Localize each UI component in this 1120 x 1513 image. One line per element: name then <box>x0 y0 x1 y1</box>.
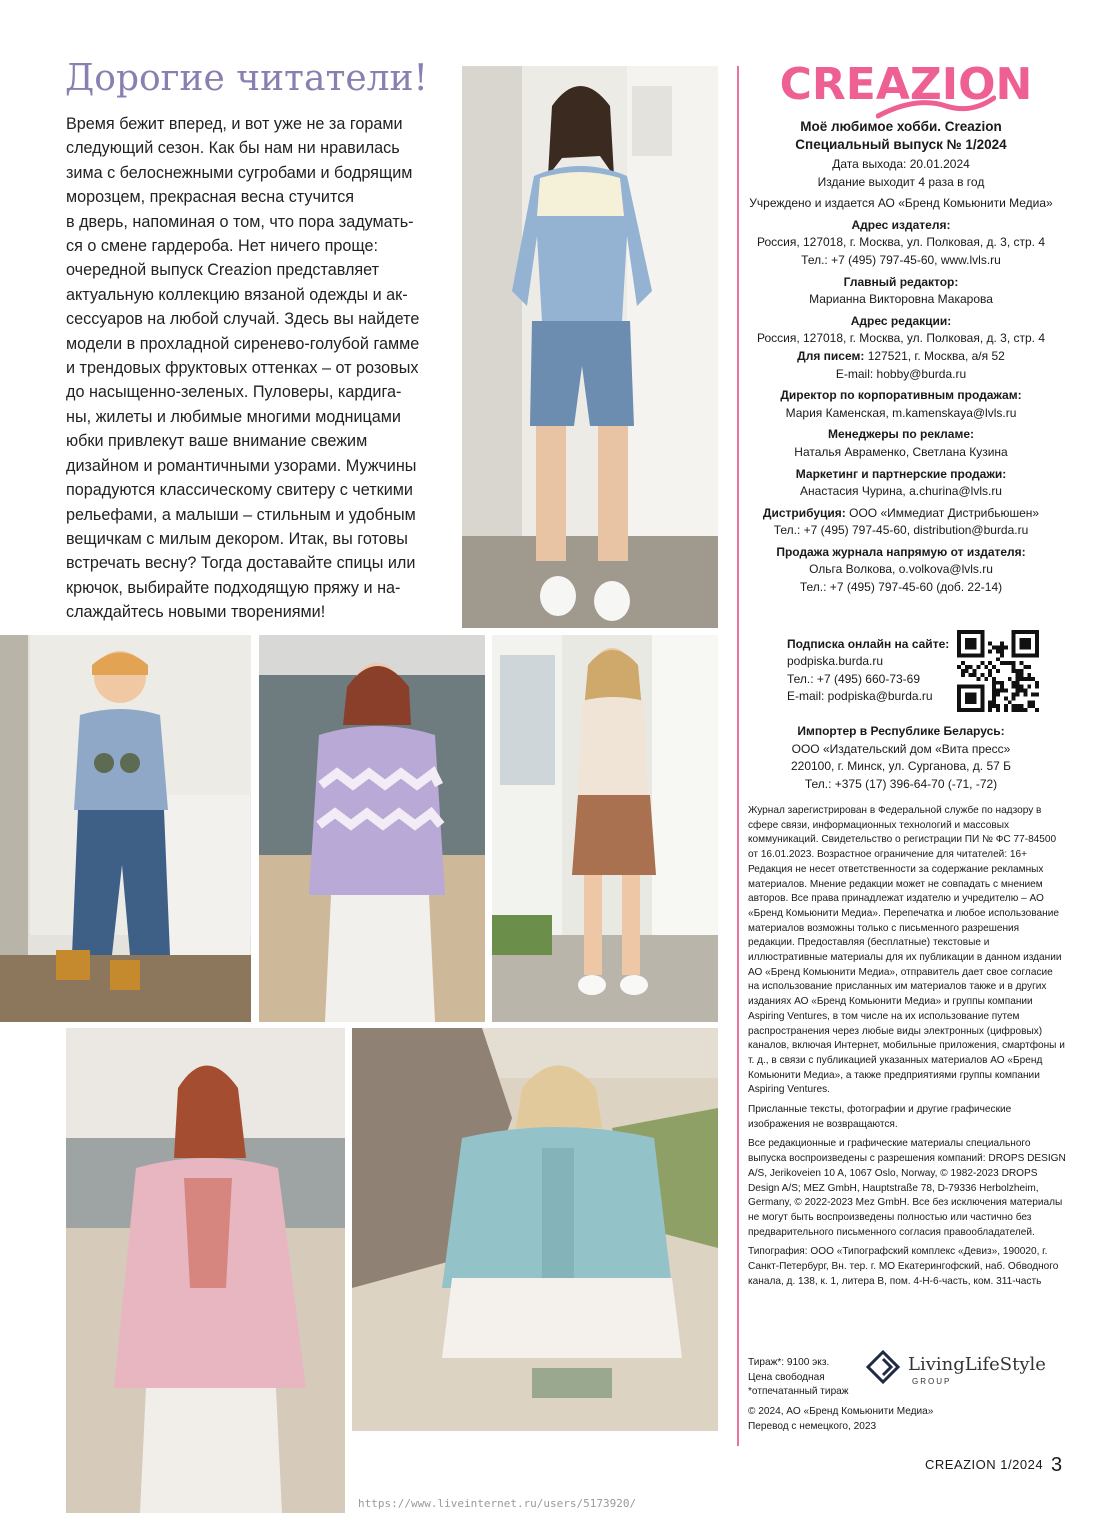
intro-line: встречать весну? Тогда доставайте спицы или <box>66 554 416 573</box>
photo-brown-skirt <box>492 635 718 1022</box>
print-run-note: *отпечатанный тираж <box>748 1386 849 1398</box>
imprint-issue: Специальный выпуск № 1/2024 <box>795 136 1007 152</box>
print-run-count: Тираж*: 9100 экз. <box>748 1357 830 1368</box>
legal-paragraph: Все редакционные и графические материалы специального выпуска воспроизведены с разрешения компаний: DROPS DESIGN A/S, Jerikoveien 10 A, 1067 Oslo, Norway, © 1982-2023 DROPS Design A/S; MEZ GmbH, Hauptstraße 78, D-79336 Herbolzheim, Germany, © 2022-2023 Mez GmbH. Все без исключения материалы не могут быть воспроизведены полностью или частично без предварительного письменного согласия правообладателей. <box>748 1138 1066 1238</box>
marketing-label: Маркетинг и партнерские продажи: <box>795 466 1007 481</box>
editor-label: Главный редактор: <box>843 274 959 289</box>
copyright-block <box>748 1405 1068 1434</box>
intro-line: Время бежит вперед, и вот уже не за горами <box>66 115 403 133</box>
letters-address: 127521, г. Москва, а/я 52 <box>864 348 1005 363</box>
intro-line: рельефами, а малыши – стильным и удобным <box>66 505 416 524</box>
intro-line: слаждайтесь новыми творениями! <box>66 603 326 622</box>
office-email: E-mail: hobby@burda.ru <box>835 366 967 381</box>
importer-phone: Тел.: +375 (17) 396-64-70 (-71, -72) <box>804 776 998 791</box>
copyright-line: © 2024, АО «Бренд Комьюнити Медиа» <box>748 1406 934 1417</box>
subscription-label: Подписка онлайн на сайте: <box>787 637 950 651</box>
intro-line: модели в прохладной сиренево-голубой гамме <box>66 334 420 353</box>
intro-text <box>66 112 450 625</box>
intro-line: следующий сезон. Как бы нам ни нравилась <box>66 139 400 158</box>
intro-line: вещичкам с милым декором. Итак, вы готовы <box>66 529 408 548</box>
translation-line: Перевод с немецкого, 2023 <box>748 1420 877 1432</box>
distribution-line <box>745 505 1057 523</box>
intro-line: сессуаров на любой случай. Здесь вы найдете <box>66 310 420 329</box>
subscription-phone: Тел.: +7 (495) 660-73-69 <box>787 671 921 686</box>
distribution-phone: Тел.: +7 (495) 797-45-60, distribution@burda.ru <box>773 523 1029 538</box>
page-folio <box>925 1452 1063 1475</box>
publisher-phone: Тел.: +7 (495) 797-45-60, www.lvls.ru <box>801 252 1001 267</box>
livinglifestyle-group: GROUP <box>912 1377 952 1386</box>
release-date: Дата выхода: 20.01.2024 <box>832 157 970 171</box>
intro-line: морозцем, прекрасная весна стучится <box>66 188 355 207</box>
livinglifestyle-mark-icon <box>866 1350 900 1384</box>
photo-blue-sweater <box>462 66 718 628</box>
intro-line: зима с белоснежными сугробами и бодрящим <box>66 163 413 182</box>
photo-mint-sweater <box>352 1028 718 1431</box>
distribution-name: ООО «Иммедиат Дистрибьюшен» <box>845 505 1040 520</box>
importer-block <box>745 723 1057 793</box>
legal-paragraph: Журнал зарегистрирован в Федеральной службе по надзору в сфере связи, информационных технологий и массовых коммуникаций. Свидетельство о регистрации ПИ № ФС 77-84500 от 16.01.2023. Возрастное ограничение для читателей: 16+ Редакция не несет ответственности за содержание рекламных материалов. Мнение редакции может не совпадать с мнением авторов. Все права принадлежат издателю и учредителю – АО «Бренд Комьюнити Медиа». Перепечатка и любое использование материалов возможны только с письменного разрешения редакции. Предоставляя (бесплатные) текстовые и иллюстративные материалы для их публикации в данном издании АО «Бренд Комьюнити Медиа», отправитель дает свое согласие на использование присланных им материалов также и в других изданиях АО «Бренд Комьюнити Медиа» и группы компании Aspiring Ventures, в том числе на их использование путем распространения через любые виды электронных (цифровых) каналов, включая Интернет, мобильные приложения, смартфоны и т. д., в связи с публикацией указанных материалов АО «Бренд Комьюнити Медиа», а также предприятиями группы компании Aspiring Ventures. <box>748 805 1065 1096</box>
intro-line: юбки привлекут ваше внимание свежим <box>66 432 368 451</box>
publisher-label: Адрес издателя: <box>851 217 951 232</box>
founder: Учреждено и издается АО «Бренд Комьюнити Медиа» <box>749 196 1053 211</box>
logo-swoosh <box>876 92 996 120</box>
photo-boy-vest <box>0 635 251 1022</box>
office-label: Адрес редакции: <box>850 313 952 328</box>
office-address: Россия, 127018, г. Москва, ул. Полковая, д. 3, стр. 4 <box>756 331 1046 346</box>
price-note: Цена свободная <box>748 1371 825 1383</box>
letters-label: Для писем: <box>797 348 865 363</box>
imprint-title: Моё любимое хобби. Creazion <box>800 119 1002 134</box>
intro-line: очередной выпуск Creazion представляет <box>66 261 380 280</box>
subscription-email[interactable]: E-mail: podpiska@burda.ru <box>787 689 933 704</box>
photo-pink-cardigan <box>66 1028 345 1513</box>
intro-line: актуальную коллекцию вязаной одежды и ак- <box>66 285 408 304</box>
importer-address: 220100, г. Минск, ул. Сурганова, д. 57 Б <box>790 759 1012 774</box>
intro-line: дизайном и романтичными узорами. Мужчины <box>66 456 417 475</box>
print-run <box>748 1356 878 1400</box>
ads-label: Менеджеры по рекламе: <box>827 427 975 442</box>
intro-line: в дверь, напоминая о том, что пора задумать- <box>66 212 414 231</box>
legal-paragraph: Типография: ООО «Типографский комплекс «Девиз», 190020, г. Санкт-Петербург, Вн. тер. г. МО Екатерингофский, наб. Обводного канала, д. 138, к. 1, литера В, пом. 4-Н-6-часть, ком. 311-часть <box>748 1246 1059 1287</box>
legal-notes <box>748 804 1066 1295</box>
photo-lilac-sweater <box>259 635 485 1022</box>
source-watermark[interactable]: https://www.liveinternet.ru/users/5173920/ <box>358 1497 637 1510</box>
frequency: Издание выходит 4 раза в год <box>817 174 985 189</box>
page-number: 3 <box>1051 1454 1063 1476</box>
creazion-logo: CREAZION <box>779 59 1033 110</box>
livinglifestyle-logo <box>866 1350 1056 1390</box>
intro-line: до насыщенно-зеленых. Пуловеры, кардига- <box>66 383 402 402</box>
qr-code[interactable] <box>957 630 1039 712</box>
marketing-name: Анастасия Чурина, a.churina@lvls.ru <box>800 484 1002 499</box>
letters-line <box>745 348 1057 366</box>
direct-sales-phone: Тел.: +7 (495) 797-45-60 (доб. 22-14) <box>799 580 1003 595</box>
intro-line: ся о смене гардероба. Нет ничего проще: <box>66 237 378 256</box>
direct-sales-label: Продажа журнала напрямую от издателя: <box>776 544 1026 559</box>
importer-name: ООО «Издательский дом «Вита пресс» <box>791 741 1011 756</box>
imprint-block <box>745 118 1057 597</box>
corp-sales-label: Директор по корпоративным продажам: <box>780 388 1022 403</box>
intro-line: крючок, выбирайте подходящую пряжу и на- <box>66 578 401 597</box>
importer-label: Импортер в Республике Беларусь: <box>797 724 1005 738</box>
direct-sales-name: Ольга Волкова, o.volkova@lvls.ru <box>809 562 993 577</box>
intro-line: ны, жилеты и любимые многими модницами <box>66 407 401 426</box>
ads-names: Наталья Авраменко, Светлана Кузина <box>794 444 1008 459</box>
legal-paragraph: Присланные тексты, фотографии и другие графические изображения не возвращаются. <box>748 1104 1012 1130</box>
intro-line: и трендовых фруктовых оттенках – от розовых <box>66 359 419 378</box>
subscription-block <box>787 636 957 706</box>
editor-name: Марианна Викторовна Макарова <box>809 292 993 307</box>
publisher-address: Россия, 127018, г. Москва, ул. Полковая, д. 3, стр. 4 <box>756 235 1046 250</box>
column-divider <box>737 66 739 1446</box>
page-heading: Дорогие читатели! <box>65 58 428 99</box>
livinglifestyle-name: LivingLifeStyle <box>908 1354 1046 1375</box>
intro-line: порадуются классическому свитеру с четкими <box>66 481 413 500</box>
distribution-label: Дистрибуция: <box>762 505 846 520</box>
subscription-site[interactable]: podpiska.burda.ru <box>787 654 884 669</box>
corp-sales-name: Мария Каменская, m.kamenskaya@lvls.ru <box>785 405 1017 420</box>
folio-text: CREAZION 1/2024 <box>925 1457 1044 1472</box>
